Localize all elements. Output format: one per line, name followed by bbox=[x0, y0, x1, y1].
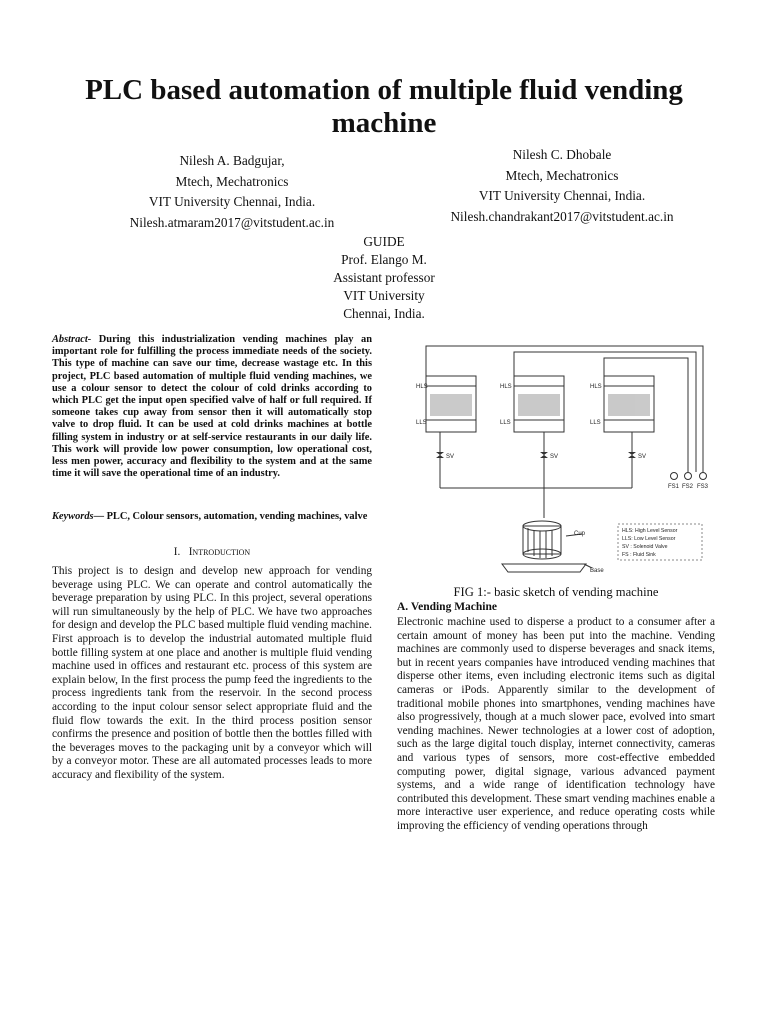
hls-label-2: HLS bbox=[500, 384, 512, 390]
sink-label-3: FS3 bbox=[697, 484, 709, 490]
introduction-body: This project is to design and develop new approach for vending beverage using PLC. We can operate and control automatically the beverage preparation by using PLC. In this project, several operations will run simultaneously by the help of PLC. We have two approaches for design and develop the PLC based multiple fluid vending machine. First approach is to develop the industrial automated multiple fluid bottle filling system at one place and another is multiple fluid vending machine used in offices and restaurant etc. process of this system are explain below, In the first process the pump feed the ingredients to the process ingredients tank from the reservoir. In the second process according to the input colour sensor select appropriate fluid and the fluid flow towards the exit. In the third process position sensor confirms the presence and position of bottle then the bottles filled with the beverages moves to the packaging unit by a conveyor which will by a conveyor motor. These are all automated processes leads to more accuracy and flexibility of the system. bbox=[52, 565, 372, 781]
hls-label-3: HLS bbox=[590, 384, 602, 390]
legend-hls: HLS: High Level Sensor bbox=[622, 528, 678, 534]
legend-fs: FS : Fluid Sink bbox=[622, 552, 656, 558]
keywords-label: Keywords bbox=[52, 511, 94, 522]
base-label: Base bbox=[590, 568, 604, 574]
author-affiliation: VIT University Chennai, India. bbox=[148, 194, 316, 209]
author-block-2 bbox=[402, 145, 722, 227]
guide-location: Chennai, India. bbox=[343, 306, 425, 321]
figure-caption: FIG 1:- basic sketch of vending machine bbox=[453, 585, 659, 599]
guide-block bbox=[234, 233, 534, 323]
fluid-1 bbox=[430, 394, 472, 416]
valve-label-2: SV bbox=[550, 454, 559, 460]
legend-lls: LLS: Low Level Sensor bbox=[622, 536, 676, 542]
guide-name: Prof. Elango M. bbox=[341, 252, 427, 267]
lls-label-1: LLS bbox=[416, 420, 427, 426]
abstract bbox=[52, 334, 372, 480]
lls-label-3: LLS bbox=[590, 420, 601, 426]
valve-1-icon bbox=[436, 452, 444, 458]
sink-label-1: FS1 bbox=[668, 484, 680, 490]
legend-sv: SV : Solenoid Valve bbox=[622, 544, 668, 550]
valve-3-icon bbox=[628, 452, 636, 458]
hls-label-1: HLS bbox=[416, 384, 428, 390]
valve-label-1: SV bbox=[446, 454, 455, 460]
guide-org: VIT University bbox=[343, 288, 425, 303]
fluid-2 bbox=[518, 394, 560, 416]
figure-vending-sketch bbox=[416, 338, 714, 578]
section-number: I. bbox=[173, 546, 181, 558]
author-name: Nilesh C. Dhobale bbox=[512, 147, 612, 162]
fluid-3 bbox=[608, 394, 650, 416]
conveyor-base bbox=[502, 564, 586, 572]
sink-label-2: FS2 bbox=[682, 484, 694, 490]
vending-machine-body: Electronic machine used to disperse a product to a consumer after a certain amount of money has been put into the machine. Vending machines are commonly used to disperse beverages and snack items, but in recent years companies have introduced vending machines that disperse other items, even including electronic items such as digital cameras or iPods. Apparently similar to the development of traditional mobile phones into smartphones, vending machines have also progressively, though at a much slower pace, evolved into smart vending machines. Newer technologies at a lower cost of adoption, such as the large digital touch display, internet connectivity, cameras and various types of sensors, more cost-effective embedded computing power, digital signage, various advanced payment systems, and a wide range of identification technology have contributed this development. These smart vending machines enable a more interactive user experience, and reduce operating costs while improving the efficiency of vending operations through bbox=[397, 616, 715, 832]
subsection-heading: A. Vending Machine bbox=[397, 601, 498, 613]
section-heading-introduction bbox=[52, 546, 372, 558]
author-email: Nilesh.chandrakant2017@vitstudent.ac.in bbox=[450, 208, 674, 224]
guide-heading: GUIDE bbox=[363, 234, 405, 249]
valve-2-icon bbox=[540, 452, 548, 458]
author-degree: Mtech, Mechatronics bbox=[505, 167, 619, 183]
section-title: Introduction bbox=[188, 546, 251, 558]
author-block-1 bbox=[72, 151, 392, 233]
keywords-text: — PLC, Colour sensors, automation, vending machines, valve bbox=[93, 511, 368, 522]
paper-title: PLC based automation of multiple fluid vending machine bbox=[85, 74, 683, 139]
cup-label: Cup bbox=[574, 531, 586, 537]
abstract-label: Abstract- bbox=[52, 334, 92, 345]
author-degree: Mtech, Mechatronics bbox=[175, 173, 289, 189]
author-email: Nilesh.atmaram2017@vitstudent.ac.in bbox=[129, 214, 335, 230]
lls-label-2: LLS bbox=[500, 420, 511, 426]
author-name: Nilesh A. Badgujar, bbox=[179, 153, 285, 168]
guide-role: Assistant professor bbox=[333, 270, 435, 285]
author-affiliation: VIT University Chennai, India. bbox=[478, 188, 646, 203]
valve-label-3: SV bbox=[638, 454, 647, 460]
abstract-text: During this industrialization vending machines play an important role for fulfilling the process immediate needs of the society. This type of machine can save our time, decrease wastage etc. In this project, PLC based automation of multiple fluid vending machines, we use a colour sensor to detect the colour of cold drinks according to which PLC get the input open specified valve of half or full required. If someone takes cup away from sensor then it will automatically stop valve to drop fluid. It can be used at cold drinks machines at bottle filling system in industry or at self-service restaurants in our daily life. This work will provide low power consumption, low operational cost, less men power, accuracy and flexibility to the system and at the same time it will save the operational time of an industry. bbox=[52, 334, 372, 480]
keywords bbox=[52, 511, 372, 523]
